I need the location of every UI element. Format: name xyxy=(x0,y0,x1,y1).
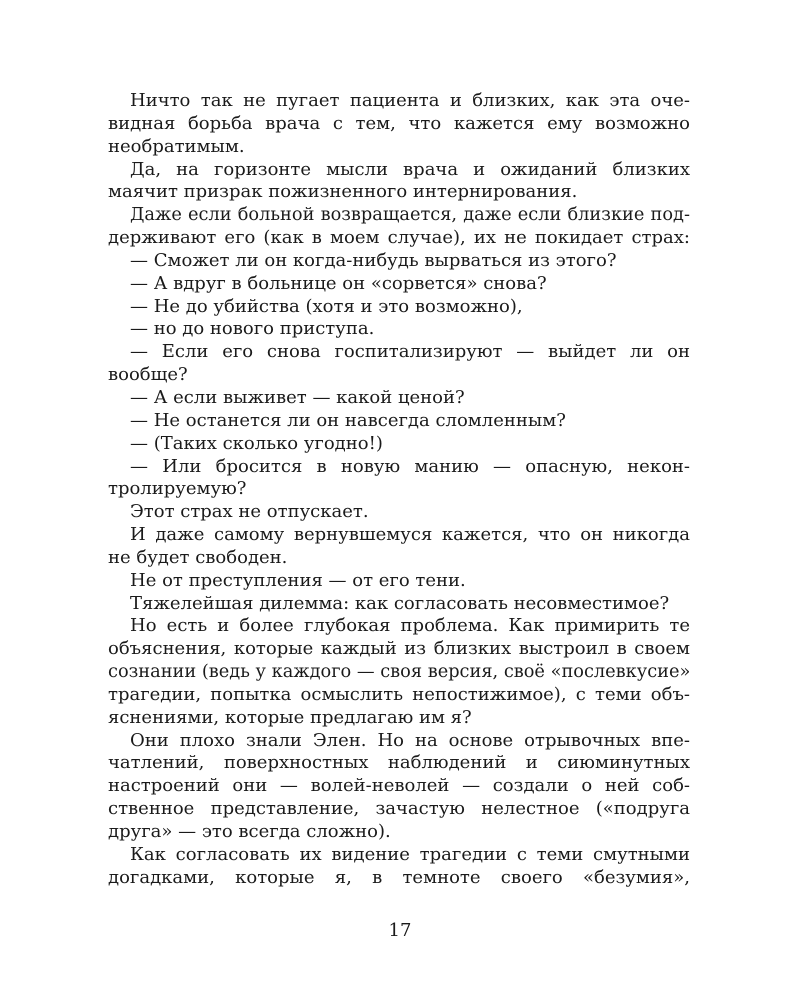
text-line: — Не до убийства (хотя и это возможно), xyxy=(130,295,523,317)
text-line: Они плохо знали Элен. Но на основе отрывочных впе- xyxy=(130,729,690,751)
text-line: маячит призрак пожизненного интернирования. xyxy=(108,181,578,203)
text-line: Как согласовать их видение трагедии с теми смутными xyxy=(130,843,690,865)
text-line: — Не останется ли он навсегда сломленным? xyxy=(130,409,566,431)
text-line: объяснения, которые каждый из близких выстроил в своем xyxy=(108,638,690,660)
text-line: ственное представление, зачастую нелестное («подруга xyxy=(108,798,690,820)
text-line: — Сможет ли он когда-нибудь вырваться из этого? xyxy=(130,249,617,271)
text-line: не будет свободен. xyxy=(108,546,288,568)
text-line: видная борьба врача с тем, что кажется ему возможно xyxy=(108,112,690,134)
text-line: — А если выживет — какой ценой? xyxy=(130,386,465,408)
text-line: держивают его (как в моем случае), их не покидает страх: xyxy=(108,227,690,249)
text-line: вообще? xyxy=(108,364,188,386)
text-line: — но до нового приступа. xyxy=(130,318,375,340)
text-line: Ничто так не пугает пациента и близких, как эта оче- xyxy=(130,90,690,111)
text-line: — (Таких сколько угодно!) xyxy=(130,432,383,454)
page-number: 17 xyxy=(388,920,412,941)
text-line: сознании (ведь у каждого — своя версия, своё «послевкусие» xyxy=(108,662,690,683)
text-line: — Если его снова госпитализируют — выйдет ли он xyxy=(130,341,690,363)
body-text xyxy=(108,90,690,890)
text-line: необратимым. xyxy=(108,135,245,157)
text-line: Даже если больной возвращается, даже если близкие под- xyxy=(130,205,690,226)
text-line: догадками, которые я, в темноте своего «безумия», xyxy=(108,866,690,888)
text-line: — А вдруг в больнице он «сорвется» снова? xyxy=(130,272,547,294)
text-line: тролируемую? xyxy=(108,478,247,500)
text-line: Этот страх не отпускает. xyxy=(130,501,369,523)
text-line: друга» — это всегда сложно). xyxy=(108,821,391,842)
text-line: яснениями, которые предлагаю им я? xyxy=(108,706,472,728)
text-line: чатлений, поверхностных наблюдений и сиюминутных xyxy=(108,752,690,774)
text-line: — Или бросится в новую манию — опасную, некон- xyxy=(130,455,690,477)
text-line: трагедии, попытка осмыслить непостижимое), с теми объ- xyxy=(108,683,690,705)
text-line: Да, на горизонте мысли врача и ожиданий близких xyxy=(130,158,690,180)
text-line: Не от преступления — от его тени. xyxy=(130,569,466,591)
text-line: Но есть и более глубокая проблема. Как примирить те xyxy=(130,615,690,637)
text-line: И даже самому вернувшемуся кажется, что он никогда xyxy=(130,524,690,546)
text-line: Тяжелейшая дилемма: как согласовать несовместимое? xyxy=(130,592,670,614)
text-line: настроений они — волей-неволей — создали о ней соб- xyxy=(108,775,690,797)
